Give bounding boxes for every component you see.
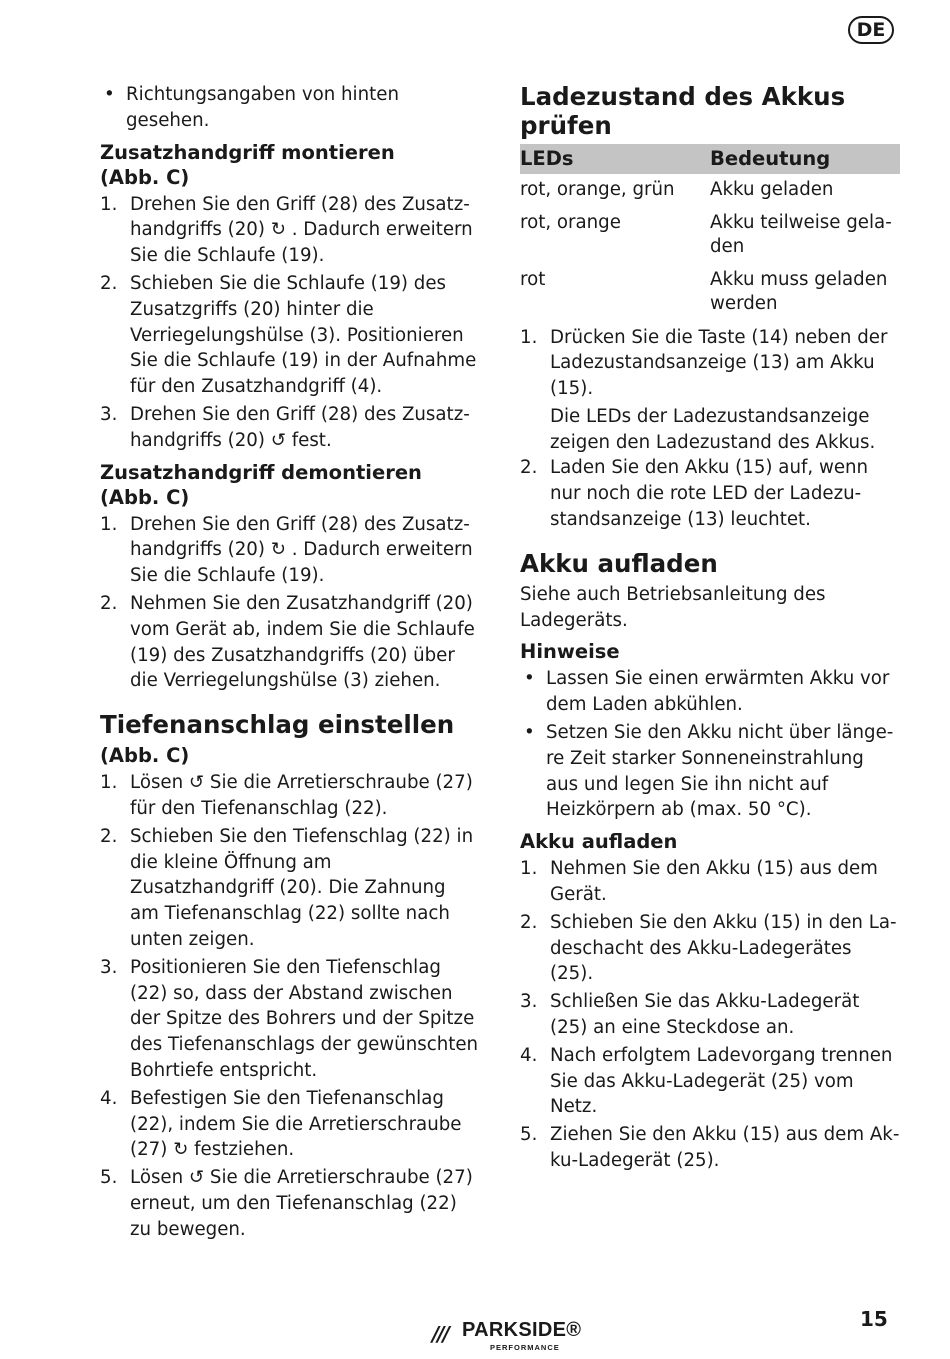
section-subheading: (Abb. C) <box>100 744 190 768</box>
step-number: 2. <box>100 825 118 847</box>
montieren-steps <box>100 192 480 454</box>
aufladen-subheading: Akku aufladen <box>520 830 678 854</box>
bullet-icon: • <box>524 668 535 690</box>
step-number: 5. <box>100 1167 118 1189</box>
list-item <box>100 1086 480 1163</box>
table-cell: rot, orange, grün <box>520 179 675 200</box>
right-column <box>520 82 900 1176</box>
logo-stripes: /// <box>432 1322 448 1346</box>
table-cell: rot <box>520 268 546 290</box>
table-cell: rot, orange <box>520 211 621 233</box>
step-number: 4. <box>520 1044 538 1066</box>
step-text: Befestigen Sie den Tiefenanschlag (22), indem Sie die Arretierschraube (27) ↻ festziehen. <box>130 1087 462 1161</box>
step-text: Drehen Sie den Griff (28) des Zusatzhandgriffs (20) ↺ fest. <box>130 403 470 451</box>
step-number: 1. <box>520 326 538 348</box>
section-heading-tiefenanschlag: Tiefenanschlag einstellen <box>100 710 455 740</box>
table-cell: Akku teilweise geladen <box>710 211 892 257</box>
page-number: 15 <box>860 1307 888 1331</box>
demontieren-steps <box>100 512 480 695</box>
column-header: Bedeutung <box>710 144 900 174</box>
step-text: Laden Sie den Akku (15) auf, wenn nur noch die rote LED der Ladezustandsanzeige (13) leuchtet. <box>550 457 869 531</box>
table-row <box>520 174 900 207</box>
logo-subtitle: PERFORMANCE <box>490 1343 560 1352</box>
step-number: 2. <box>100 592 118 614</box>
list-item <box>100 1165 480 1242</box>
section-heading-demontieren <box>100 460 480 510</box>
step-number: 1. <box>100 513 118 535</box>
step-continuation: Die LEDs der Ladezustandsanzeige zeigen den Ladezustand des Akkus. <box>550 405 876 453</box>
heading-line: (Abb. C) <box>100 485 190 509</box>
intro-bullet-list <box>100 82 480 134</box>
table-cell: Akku geladen <box>710 179 834 200</box>
bullet-text: Richtungsangaben von hinten gesehen. <box>126 84 399 131</box>
list-item <box>520 666 900 718</box>
list-item <box>100 591 480 694</box>
step-number: 3. <box>520 991 538 1013</box>
list-item <box>100 402 480 454</box>
parkside-logo <box>432 1316 592 1356</box>
heading-line: (Abb. C) <box>100 165 190 189</box>
step-number: 1. <box>520 858 538 880</box>
section-heading-montieren <box>100 140 480 190</box>
step-number: 2. <box>100 272 118 294</box>
step-text: Nehmen Sie den Akku (15) aus dem Gerät. <box>550 858 878 906</box>
step-text: Schließen Sie das Akku-Ladegerät (25) an eine Steckdose an. <box>550 991 860 1039</box>
step-text: Lösen ↺ Sie die Arretierschraube (27) erneut, um den Tiefenanschlag (22) zu bewegen. <box>130 1167 473 1240</box>
step-text: Schieben Sie die Schlaufe (19) des Zusatzgriffs (20) hinter die Verriegelungshülse (3). Positionieren Sie die Schlaufe (19) in der Aufnahme für den Zusatzhandgriff (4). <box>130 272 477 398</box>
list-item <box>100 271 480 400</box>
logo-brand: PARKSIDE® <box>462 1319 582 1341</box>
list-item <box>520 989 900 1041</box>
section-heading-aufladen: Akku aufladen <box>520 548 718 578</box>
step-number: 1. <box>100 772 118 794</box>
step-number: 1. <box>100 193 118 215</box>
aufladen-intro: Siehe auch Betriebsanleitung des Ladegeräts. <box>520 583 826 631</box>
heading-line: Zusatzhandgriff montieren <box>100 140 395 164</box>
aufladen-steps <box>520 856 900 1174</box>
list-item <box>520 325 900 402</box>
list-item <box>520 1122 900 1174</box>
left-column <box>100 82 480 1244</box>
step-text: Ziehen Sie den Akku (15) aus dem Akku-Ladegerät (25). <box>550 1124 900 1172</box>
list-item <box>520 856 900 908</box>
step-text: Drehen Sie den Griff (28) des Zusatzhandgriffs (20) ↻ . Dadurch erweitern Sie die Schlaufe (19). <box>130 513 473 587</box>
column-header: LEDs <box>520 144 710 174</box>
step-number: 2. <box>520 911 538 933</box>
bullet-text: Lassen Sie einen erwärmten Akku vor dem Laden abkühlen. <box>546 668 890 716</box>
step-text: Nach erfolgtem Ladevorgang trennen Sie das Akku-Ladegerät (25) vom Netz. <box>550 1044 893 1118</box>
tiefenanschlag-steps <box>100 770 480 1242</box>
step-text: Schieben Sie den Akku (15) in den Ladeschacht des Akku-Ladegerätes (25). <box>550 911 897 985</box>
hinweise-list <box>520 666 900 823</box>
list-item <box>520 1043 900 1120</box>
list-item <box>100 512 480 589</box>
bullet-text: Setzen Sie den Akku nicht über längere Zeit starker Sonneneinstrahlung aus und legen Sie ihn nicht auf Heizkörpern ab (max. 50 °C). <box>546 722 894 821</box>
heading-line: Zusatzhandgriff demontieren <box>100 460 422 484</box>
step-number: 4. <box>100 1087 118 1109</box>
step-number: 3. <box>100 956 118 978</box>
section-heading-ladezustand: Ladezustand des Akkus prüfen <box>520 82 846 140</box>
ladezustand-steps <box>520 325 900 533</box>
hinweise-heading: Hinweise <box>520 640 620 664</box>
step-number: 2. <box>520 457 538 479</box>
step-text: Schieben Sie den Tiefenschlag (22) in die kleine Öffnung am Zusatzhandgriff (20). Die Zahnung am Tiefenanschlag (22) sollte nach unten zeigen. <box>130 825 474 950</box>
list-item <box>100 824 480 953</box>
list-item <box>100 192 480 269</box>
step-text: Drücken Sie die Taste (14) neben der Ladezustandsanzeige (13) am Akku (15). <box>550 326 888 400</box>
bullet-icon: • <box>524 722 535 744</box>
language-badge: DE <box>848 16 894 44</box>
table-row <box>520 207 900 264</box>
list-item <box>520 910 900 987</box>
list-item <box>520 720 900 823</box>
step-text: Nehmen Sie den Zusatzhandgriff (20) vom Gerät ab, indem Sie die Schlaufe (19) des Zusatzhandgriffs (20) über die Verriegelungshülse (3) ziehen. <box>130 592 475 692</box>
led-status-table <box>520 144 900 321</box>
table-row <box>520 264 900 321</box>
list-item <box>100 955 480 1084</box>
table-header-row <box>520 144 900 174</box>
list-item <box>100 770 480 822</box>
step-text: Positionieren Sie den Tiefenschlag (22) so, dass der Abstand zwischen der Spitze des Bohrers und der Spitze des Tiefenanschlags der gewünschten Bohrtiefe entspricht. <box>130 956 479 1081</box>
step-text: Drehen Sie den Griff (28) des Zusatzhandgriffs (20) ↻ . Dadurch erweitern Sie die Schlaufe (19). <box>130 193 473 267</box>
bullet-icon: • <box>104 84 115 105</box>
step-text: Lösen ↺ Sie die Arretierschraube (27) für den Tiefenanschlag (22). <box>130 772 473 819</box>
step-number: 3. <box>100 403 118 425</box>
step-number: 5. <box>520 1124 538 1146</box>
list-item <box>520 455 900 532</box>
table-cell: Akku muss geladen werden <box>710 268 888 314</box>
list-item <box>100 82 480 134</box>
